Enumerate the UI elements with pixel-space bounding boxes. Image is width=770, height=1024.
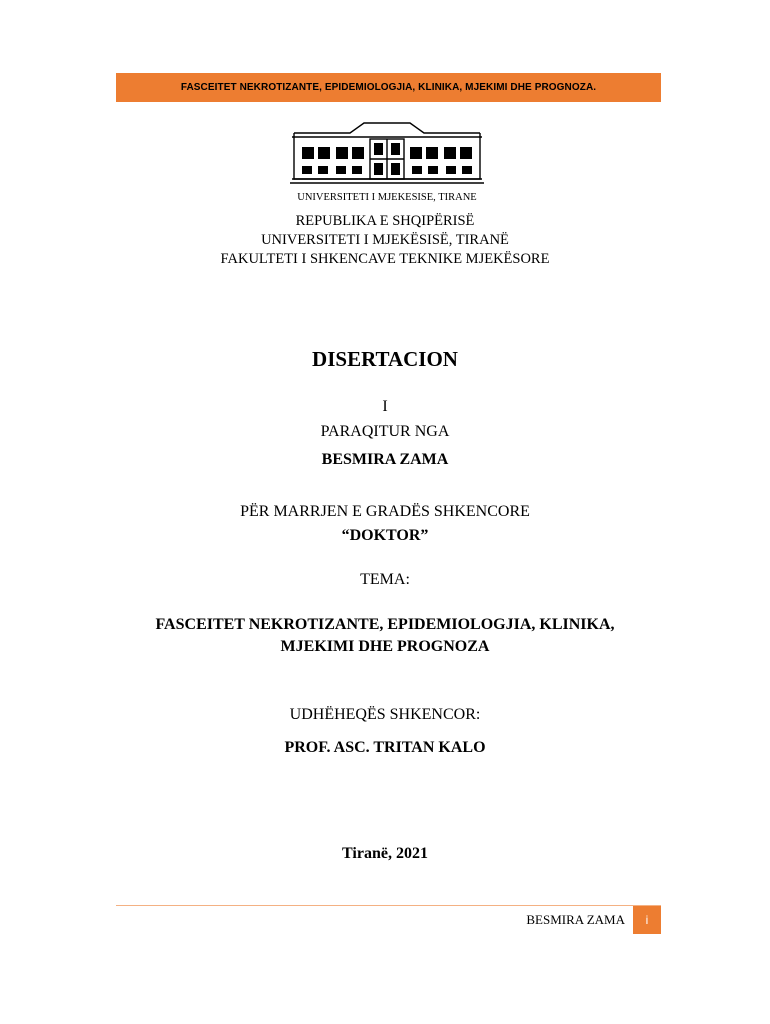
author-name: BESMIRA ZAMA (321, 451, 449, 468)
topic-label: TEMA: (360, 571, 410, 588)
document-type: DISERTACION (312, 347, 458, 371)
page-number: i (633, 906, 661, 934)
logo-caption: UNIVERSITETI I MJEKESISE, TIRANE (297, 192, 477, 203)
topic-line-1: FASCEITET NEKROTIZANTE, EPIDEMIOLOGJIA, KLINIKA, (155, 616, 615, 633)
footer-author: BESMIRA ZAMA (526, 912, 625, 927)
degree-title: “DOKTOR” (341, 527, 429, 544)
university-building-logo (288, 121, 486, 203)
running-header-title: FASCEITET NEKROTIZANTE, EPIDEMIOLOGJIA, KLINIKA, MJEKIMI DHE PROGNOZA. (180, 82, 597, 93)
institution-line-1: REPUBLIKA E SHQIPËRISË (295, 213, 475, 229)
institution-line-2: UNIVERSITETI I MJEKËSISË, TIRANË (261, 232, 509, 248)
degree-purpose: PËR MARRJEN E GRADËS SHKENCORE (240, 503, 530, 520)
running-header (116, 73, 661, 102)
institution-line-3: FAKULTETI I SHKENCAVE TEKNIKE MJEKËSORE (220, 251, 550, 267)
place-date: Tiranë, 2021 (342, 845, 428, 862)
conjunction: I (382, 398, 388, 415)
supervisor-label: UDHËHEQËS SHKENCOR: (289, 706, 481, 723)
presented-by-label: PARAQITUR NGA (320, 423, 450, 440)
supervisor-name: PROF. ASC. TRITAN KALO (284, 739, 486, 756)
topic-line-2: MJEKIMI DHE PROGNOZA (280, 638, 490, 655)
footer-divider (116, 905, 661, 906)
